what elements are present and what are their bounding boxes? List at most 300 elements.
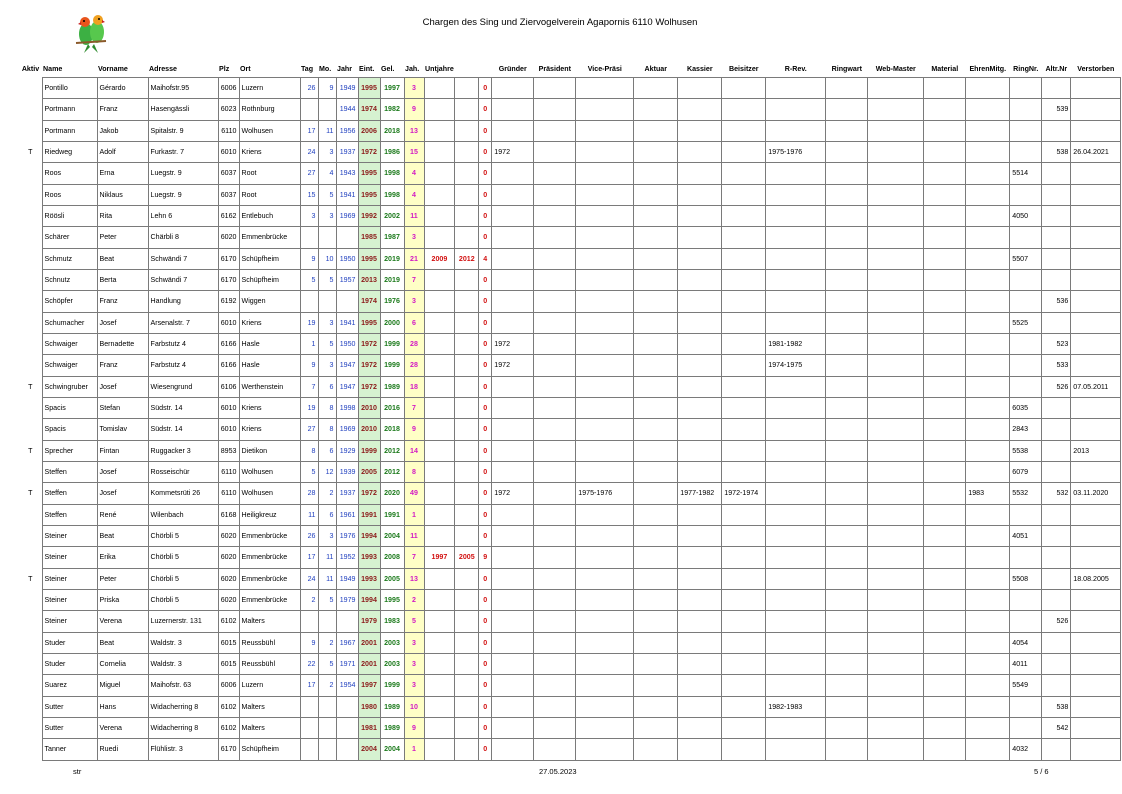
cell-jahr (336, 227, 358, 248)
cell-tag (300, 696, 318, 717)
cell-tag (300, 611, 318, 632)
cell-kassier (678, 248, 722, 269)
cell-vice-praesi: 1975-1976 (576, 483, 634, 504)
cell-ehrenmitg (966, 163, 1010, 184)
cell-plz: 6023 (218, 99, 239, 120)
cell-ringwart (826, 376, 868, 397)
cell-ort: Emmenbrücke (239, 568, 300, 589)
cell-ringnr: 4054 (1010, 632, 1042, 653)
cell-vice-praesi (576, 355, 634, 376)
cell-vorname: Adolf (97, 141, 148, 162)
cell-untjahre-bis (455, 333, 479, 354)
cell-eint: 1994 (358, 589, 380, 610)
cell-ringnr (1010, 120, 1042, 141)
cell-ehrenmitg (966, 376, 1010, 397)
cell-untjahre-bis (455, 163, 479, 184)
cell-ringwart (826, 141, 868, 162)
cell-material (924, 696, 966, 717)
cell-eint: 2004 (358, 739, 380, 760)
cell-eint: 1995 (358, 78, 380, 99)
table-row (19, 312, 1121, 333)
table-row (19, 653, 1121, 674)
cell-r-rev: 1975-1976 (766, 141, 826, 162)
cell-ringwart (826, 504, 868, 525)
cell-aktiv (19, 696, 42, 717)
table-row (19, 397, 1121, 418)
cell-ringwart (826, 78, 868, 99)
cell-material (924, 163, 966, 184)
cell-aktuar (634, 568, 678, 589)
cell-aktuar (634, 525, 678, 546)
cell-untjahre-anzahl: 4 (479, 248, 492, 269)
cell-vorname: René (97, 504, 148, 525)
cell-plz: 6170 (218, 269, 239, 290)
cell-beisitzer (722, 333, 766, 354)
cell-gruender (492, 589, 534, 610)
cell-ringwart (826, 632, 868, 653)
cell-name: Sprecher (42, 440, 97, 461)
cell-praesident (534, 653, 576, 674)
cell-jah: 9 (404, 99, 424, 120)
cell-jahr (336, 611, 358, 632)
cell-beisitzer (722, 312, 766, 333)
cell-r-rev (766, 291, 826, 312)
cell-web-master (868, 141, 924, 162)
cell-ringwart (826, 653, 868, 674)
cell-ringnr: 5538 (1010, 440, 1042, 461)
cell-ort: Reussbühl (239, 653, 300, 674)
cell-eint: 1972 (358, 483, 380, 504)
cell-ringwart (826, 525, 868, 546)
cell-r-rev (766, 78, 826, 99)
cell-tag: 11 (300, 504, 318, 525)
cell-aktiv (19, 419, 42, 440)
cell-gruender (492, 419, 534, 440)
cell-ringnr (1010, 333, 1042, 354)
cell-gruender: 1972 (492, 355, 534, 376)
cell-eint: 1995 (358, 248, 380, 269)
cell-jahr: 1943 (336, 163, 358, 184)
footer-author: str (73, 767, 82, 776)
cell-web-master (868, 120, 924, 141)
cell-mo: 11 (318, 547, 336, 568)
cell-untjahre-bis: 2005 (455, 547, 479, 568)
cell-gel: 2018 (380, 419, 404, 440)
cell-ringnr (1010, 717, 1042, 738)
cell-gruender (492, 717, 534, 738)
cell-name: Riedweg (42, 141, 97, 162)
table-row (19, 504, 1121, 525)
cell-ort: Schüpfheim (239, 269, 300, 290)
cell-mo (318, 739, 336, 760)
cell-web-master (868, 397, 924, 418)
cell-name: Schwaiger (42, 355, 97, 376)
cell-gruender (492, 653, 534, 674)
cell-ringwart (826, 355, 868, 376)
cell-ort: Emmenbrücke (239, 227, 300, 248)
cell-vorname: Josef (97, 461, 148, 482)
cell-tag: 27 (300, 163, 318, 184)
cell-web-master (868, 589, 924, 610)
cell-untjahre-anzahl: 0 (479, 99, 492, 120)
cell-mo: 3 (318, 312, 336, 333)
cell-plz: 6192 (218, 291, 239, 312)
cell-material (924, 205, 966, 226)
cell-untjahre-bis (455, 525, 479, 546)
cell-ort: Wolhusen (239, 120, 300, 141)
cell-material (924, 717, 966, 738)
cell-untjahre-bis (455, 568, 479, 589)
cell-ort: Reussbühl (239, 632, 300, 653)
cell-gruender (492, 675, 534, 696)
table-row (19, 461, 1121, 482)
cell-web-master (868, 312, 924, 333)
cell-gel: 1999 (380, 333, 404, 354)
cell-ort: Root (239, 184, 300, 205)
cell-ort: Entlebuch (239, 205, 300, 226)
table-row (19, 611, 1121, 632)
cell-praesident (534, 312, 576, 333)
cell-beisitzer (722, 461, 766, 482)
cell-aktiv (19, 78, 42, 99)
cell-altr-nr (1042, 312, 1071, 333)
cell-plz: 6166 (218, 355, 239, 376)
cell-altr-nr: 542 (1042, 717, 1071, 738)
cell-praesident (534, 525, 576, 546)
cell-ringnr (1010, 547, 1042, 568)
cell-ort: Kriens (239, 419, 300, 440)
cell-plz: 6020 (218, 525, 239, 546)
cell-name: Schöpfer (42, 291, 97, 312)
cell-eint: 2001 (358, 632, 380, 653)
table-row (19, 163, 1121, 184)
cell-plz: 6020 (218, 227, 239, 248)
cell-jah: 5 (404, 611, 424, 632)
cell-web-master (868, 291, 924, 312)
cell-beisitzer (722, 184, 766, 205)
col-header-web-master: Web-Master (875, 64, 916, 73)
cell-verstorben (1071, 248, 1121, 269)
cell-eint: 1972 (358, 355, 380, 376)
cell-praesident (534, 78, 576, 99)
col-header-untjahre-anzahl (479, 60, 492, 78)
cell-ringwart (826, 440, 868, 461)
cell-praesident (534, 547, 576, 568)
cell-untjahre-anzahl: 0 (479, 525, 492, 546)
cell-gruender (492, 547, 534, 568)
cell-vorname: Verena (97, 717, 148, 738)
cell-web-master (868, 205, 924, 226)
cell-altr-nr: 533 (1042, 355, 1071, 376)
cell-untjahre-anzahl: 0 (479, 483, 492, 504)
cell-r-rev: 1974-1975 (766, 355, 826, 376)
cell-untjahre-anzahl: 0 (479, 589, 492, 610)
cell-tag: 17 (300, 120, 318, 141)
cell-beisitzer (722, 504, 766, 525)
cell-praesident (534, 227, 576, 248)
cell-kassier (678, 611, 722, 632)
cell-aktiv (19, 504, 42, 525)
cell-mo: 3 (318, 355, 336, 376)
col-header-untjahre-bis (455, 60, 479, 78)
cell-aktiv (19, 589, 42, 610)
cell-web-master (868, 525, 924, 546)
cell-jahr: 1929 (336, 440, 358, 461)
cell-jahr: 1950 (336, 333, 358, 354)
cell-adresse: Luzernerstr. 131 (148, 611, 218, 632)
cell-untjahre-bis (455, 141, 479, 162)
cell-aktiv (19, 525, 42, 546)
page-title: Chargen des Sing und Ziervogelverein Agapornis 6110 Wolhusen (422, 17, 698, 28)
cell-aktuar (634, 419, 678, 440)
table-row (19, 141, 1121, 162)
cell-kassier (678, 504, 722, 525)
cell-material (924, 355, 966, 376)
cell-untjahre-anzahl: 0 (479, 675, 492, 696)
cell-praesident (534, 184, 576, 205)
cell-mo: 11 (318, 568, 336, 589)
cell-ehrenmitg (966, 120, 1010, 141)
cell-vice-praesi (576, 269, 634, 290)
cell-material (924, 184, 966, 205)
cell-beisitzer (722, 696, 766, 717)
cell-untjahre-von (424, 589, 455, 610)
cell-kassier (678, 355, 722, 376)
cell-aktuar (634, 312, 678, 333)
cell-gruender (492, 568, 534, 589)
cell-praesident (534, 376, 576, 397)
cell-vorname: Tomislav (97, 419, 148, 440)
cell-r-rev (766, 184, 826, 205)
cell-gel: 2016 (380, 397, 404, 418)
cell-ort: Schüpfheim (239, 739, 300, 760)
cell-verstorben: 18.08.2005 (1071, 568, 1121, 589)
cell-altr-nr (1042, 248, 1071, 269)
cell-ringwart (826, 717, 868, 738)
cell-untjahre-von (424, 312, 455, 333)
cell-r-rev (766, 397, 826, 418)
cell-web-master (868, 99, 924, 120)
col-header-praesident: Präsident (538, 64, 571, 73)
cell-adresse: Maihofstr. 63 (148, 675, 218, 696)
cell-beisitzer (722, 611, 766, 632)
cell-ringwart (826, 163, 868, 184)
cell-untjahre-von (424, 184, 455, 205)
cell-ort: Emmenbrücke (239, 589, 300, 610)
cell-web-master (868, 611, 924, 632)
cell-aktiv (19, 163, 42, 184)
table-row (19, 269, 1121, 290)
cell-vorname: Erna (97, 163, 148, 184)
cell-ehrenmitg (966, 205, 1010, 226)
cell-gel: 1989 (380, 376, 404, 397)
cell-untjahre-von (424, 205, 455, 226)
cell-gel: 1983 (380, 611, 404, 632)
cell-tag: 24 (300, 141, 318, 162)
cell-vice-praesi (576, 205, 634, 226)
cell-jah: 6 (404, 312, 424, 333)
cell-ort: Luzern (239, 78, 300, 99)
cell-aktiv (19, 269, 42, 290)
cell-mo (318, 227, 336, 248)
cell-gel: 2012 (380, 440, 404, 461)
cell-gruender (492, 269, 534, 290)
cell-beisitzer (722, 717, 766, 738)
cell-praesident (534, 568, 576, 589)
cell-ort: Wiggen (239, 291, 300, 312)
cell-ringnr: 2843 (1010, 419, 1042, 440)
cell-vice-praesi (576, 632, 634, 653)
cell-vorname: Miguel (97, 675, 148, 696)
cell-untjahre-bis (455, 99, 479, 120)
cell-name: Roos (42, 163, 97, 184)
cell-ehrenmitg (966, 696, 1010, 717)
cell-untjahre-bis (455, 632, 479, 653)
cell-kassier (678, 717, 722, 738)
cell-aktuar (634, 461, 678, 482)
cell-plz: 6110 (218, 483, 239, 504)
cell-ehrenmitg (966, 504, 1010, 525)
cell-aktuar (634, 163, 678, 184)
cell-tag: 22 (300, 653, 318, 674)
cell-eint: 1994 (358, 525, 380, 546)
cell-ringnr: 4032 (1010, 739, 1042, 760)
cell-kassier (678, 653, 722, 674)
col-header-mo: Mo. (319, 64, 332, 73)
cell-material (924, 547, 966, 568)
cell-untjahre-anzahl: 0 (479, 504, 492, 525)
cell-jah: 3 (404, 227, 424, 248)
cell-plz: 6037 (218, 184, 239, 205)
cell-untjahre-von (424, 227, 455, 248)
cell-altr-nr (1042, 739, 1071, 760)
cell-verstorben (1071, 504, 1121, 525)
cell-praesident (534, 589, 576, 610)
cell-gel: 2019 (380, 248, 404, 269)
cell-jahr: 1949 (336, 78, 358, 99)
cell-ehrenmitg (966, 141, 1010, 162)
cell-aktiv (19, 291, 42, 312)
cell-ehrenmitg (966, 99, 1010, 120)
cell-adresse: Chörbli 5 (148, 589, 218, 610)
cell-r-rev (766, 739, 826, 760)
cell-ringnr (1010, 99, 1042, 120)
cell-ringnr (1010, 141, 1042, 162)
cell-adresse: Waldstr. 3 (148, 653, 218, 674)
cell-eint: 1972 (358, 333, 380, 354)
cell-jah: 3 (404, 78, 424, 99)
table-row (19, 568, 1121, 589)
cell-gel: 2003 (380, 632, 404, 653)
cell-plz: 6020 (218, 568, 239, 589)
cell-aktiv (19, 461, 42, 482)
cell-ehrenmitg (966, 440, 1010, 461)
cell-untjahre-bis (455, 419, 479, 440)
cell-ringnr: 5549 (1010, 675, 1042, 696)
cell-jah: 10 (404, 696, 424, 717)
cell-praesident (534, 739, 576, 760)
cell-aktiv (19, 333, 42, 354)
col-header-jahr: Jahr (337, 64, 352, 73)
table-row (19, 248, 1121, 269)
cell-material (924, 419, 966, 440)
cell-verstorben (1071, 99, 1121, 120)
cell-adresse: Kommetsrüti 26 (148, 483, 218, 504)
cell-name: Steiner (42, 589, 97, 610)
cell-ringnr (1010, 269, 1042, 290)
cell-altr-nr (1042, 397, 1071, 418)
cell-kassier (678, 376, 722, 397)
cell-vice-praesi (576, 739, 634, 760)
cell-mo: 12 (318, 461, 336, 482)
cell-plz: 6170 (218, 739, 239, 760)
cell-tag: 9 (300, 355, 318, 376)
cell-name: Steiner (42, 525, 97, 546)
cell-ringwart (826, 184, 868, 205)
cell-vorname: Beat (97, 525, 148, 546)
cell-aktuar (634, 78, 678, 99)
cell-eint: 1992 (358, 205, 380, 226)
cell-gruender (492, 632, 534, 653)
cell-untjahre-anzahl: 0 (479, 355, 492, 376)
col-header-material: Material (931, 64, 959, 73)
cell-ringwart (826, 120, 868, 141)
cell-aktuar (634, 675, 678, 696)
cell-tag: 2 (300, 589, 318, 610)
cell-untjahre-von (424, 696, 455, 717)
col-header-ort: Ort (240, 64, 251, 73)
cell-untjahre-von (424, 440, 455, 461)
cell-vorname: Jakob (97, 120, 148, 141)
cell-untjahre-anzahl: 0 (479, 440, 492, 461)
cell-beisitzer (722, 440, 766, 461)
cell-aktuar (634, 632, 678, 653)
cell-jah: 4 (404, 184, 424, 205)
cell-ringwart (826, 461, 868, 482)
cell-vorname: Josef (97, 312, 148, 333)
cell-altr-nr (1042, 525, 1071, 546)
cell-verstorben (1071, 675, 1121, 696)
cell-material (924, 568, 966, 589)
cell-tag: 15 (300, 184, 318, 205)
cell-vice-praesi (576, 78, 634, 99)
cell-eint: 1991 (358, 504, 380, 525)
cell-aktuar (634, 739, 678, 760)
cell-name: Schumacher (42, 312, 97, 333)
cell-jahr: 1971 (336, 653, 358, 674)
cell-verstorben: 07.05.2011 (1071, 376, 1121, 397)
cell-r-rev (766, 653, 826, 674)
cell-praesident (534, 696, 576, 717)
cell-vice-praesi (576, 696, 634, 717)
cell-ringwart (826, 589, 868, 610)
cell-gel: 2020 (380, 483, 404, 504)
cell-tag (300, 227, 318, 248)
cell-tag: 17 (300, 675, 318, 696)
cell-r-rev (766, 227, 826, 248)
col-header-beisitzer: Beisitzer (728, 64, 759, 73)
cell-web-master (868, 269, 924, 290)
cell-vorname: Verena (97, 611, 148, 632)
cell-tag: 19 (300, 397, 318, 418)
table-row (19, 99, 1121, 120)
cell-praesident (534, 120, 576, 141)
cell-vorname: Gérardo (97, 78, 148, 99)
cell-untjahre-bis (455, 355, 479, 376)
cell-beisitzer (722, 269, 766, 290)
cell-plz: 6006 (218, 675, 239, 696)
cell-material (924, 504, 966, 525)
